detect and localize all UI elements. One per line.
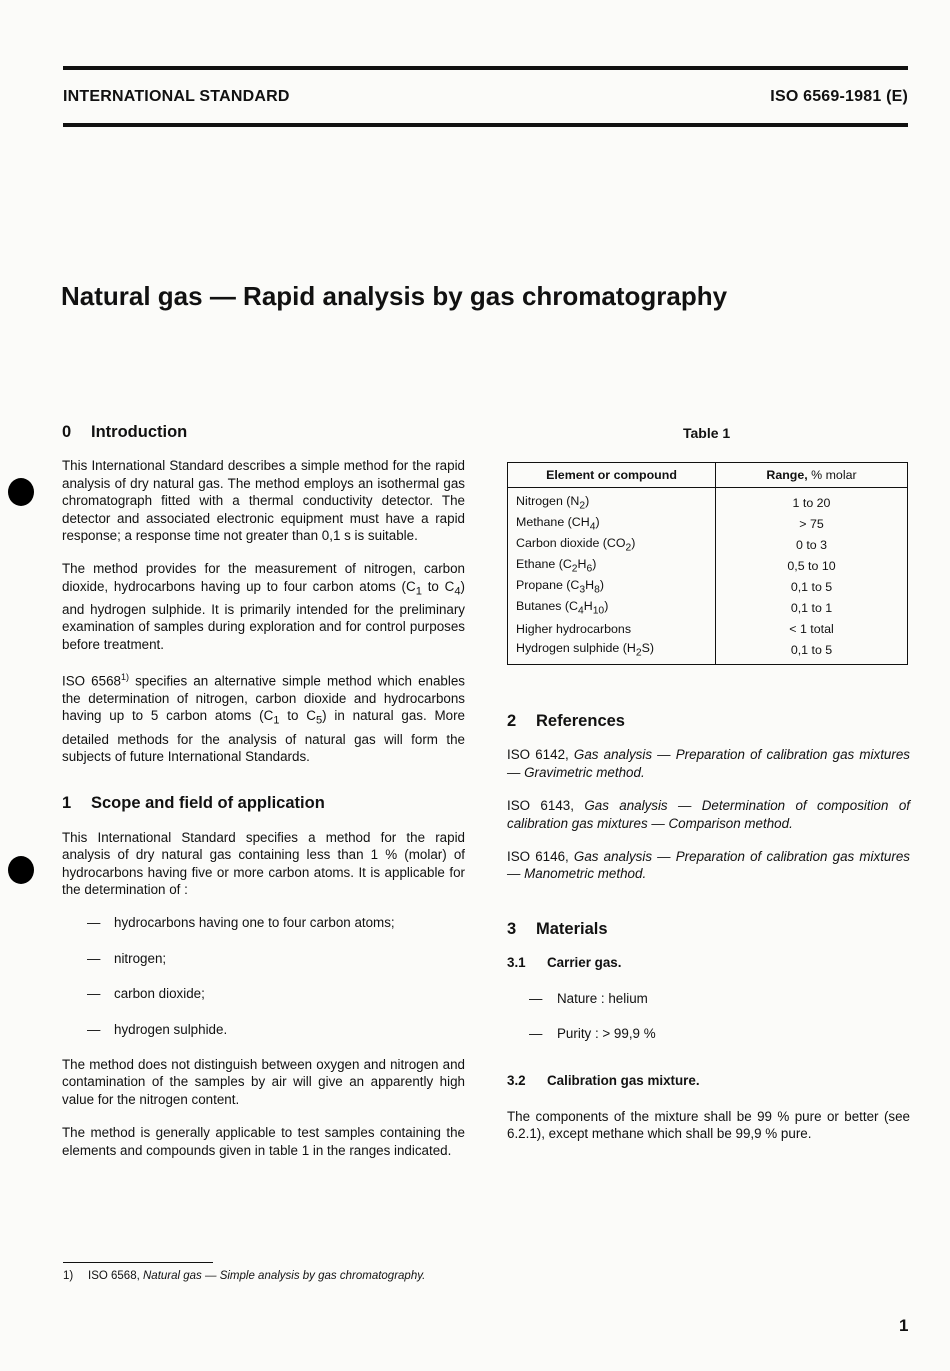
table-cell-range: 0 to 3 — [795, 537, 827, 552]
table-1 — [507, 462, 908, 665]
column-header-element: Element or compound — [508, 463, 716, 488]
list-item: — nitrogen; — [62, 950, 465, 967]
section-number: 0 — [62, 423, 72, 441]
table-title: Table 1 — [683, 425, 731, 441]
scope-list — [62, 914, 465, 1038]
margin-bullet-icon — [8, 856, 34, 884]
header-rule-top — [63, 66, 908, 70]
left-column — [62, 424, 465, 1175]
section-heading-references — [507, 713, 910, 730]
section-title: References — [536, 712, 625, 730]
table-row — [508, 513, 908, 534]
table-cell-range: > 75 — [799, 516, 824, 531]
table-cell-element: Nitrogen $(N_2)$ — [508, 488, 716, 514]
table-cell-range: 0,1 to 1 — [790, 600, 833, 615]
right-column — [507, 713, 910, 1159]
subsection-heading-carrier-gas — [507, 954, 910, 971]
list-item: — Purity : > 99,9 % — [507, 1025, 910, 1042]
table-cell-element: Butanes $(C_4H_{10})$ — [508, 597, 716, 618]
carrier-gas-list — [507, 990, 910, 1043]
scope-paragraph-2: The method does not distinguish between oxygen and nitrogen and contamination of the samples by air will give an apparently high value for the nitrogen content. — [62, 1056, 465, 1107]
section-number: 1 — [62, 794, 72, 813]
table-cell-range: 0,5 to 10 — [787, 558, 836, 573]
table-cell-range: 0,1 to 5 — [790, 579, 833, 594]
list-item: — hydrocarbons having one to four carbon atoms; — [62, 914, 465, 931]
section-title: Introduction — [91, 423, 188, 441]
section-heading-materials — [507, 921, 910, 938]
scope-paragraph-1: This International Standard specifies a method for the rapid analysis of dry natural gas containing less than 1 % (molar) of hydrocarbons having five or more carbon atoms. It is applicable for the determination of : — [62, 829, 465, 897]
margin-bullet-icon — [8, 478, 34, 506]
reference-item: ISO 6143, Gas analysis — Determination of composition of calibration gas mixtures — Comparison method. — [507, 798, 910, 831]
reference-item: ISO 6146, Gas analysis — Preparation of calibration gas mixtures — Manometric method. — [507, 849, 910, 882]
reference-item: ISO 6142, Gas analysis — Preparation of calibration gas mixtures — Gravimetric method. — [507, 747, 910, 780]
table-cell-element: Ethane $(C_2H_6)$ — [508, 555, 716, 576]
table-cell-element: Carbon dioxide $(CO_2)$ — [508, 534, 716, 555]
section-heading-scope — [62, 795, 465, 812]
footnote: 1) ISO 6568, Natural gas — Simple analysis by gas chromatography. — [63, 1270, 426, 1282]
table-row — [508, 597, 908, 618]
table-row — [508, 618, 908, 639]
subsection-heading-calibration-gas — [507, 1072, 910, 1089]
page-number: 1 — [899, 1316, 909, 1335]
section-number: 2 — [507, 712, 517, 730]
subsection-number: 3.1 — [507, 955, 526, 971]
scope-paragraph-3: The method is generally applicable to test samples containing the elements and compounds given in table 1 in the ranges indicated. — [62, 1125, 465, 1158]
table-row — [508, 534, 908, 555]
section-title: Materials — [536, 919, 608, 938]
table-cell-element: Higher hydrocarbons — [508, 618, 716, 639]
section-heading-introduction — [62, 424, 465, 441]
intro-paragraph-2: The method provides for the measurement of nitrogen, carbon dioxide, hydrocarbons having up to four carbon atoms ($C_1$ to $C_4$) and hydrogen sulphide. It is primarily intended for the preliminary examination of samples during exploration and for control purposes before treatment. — [62, 561, 465, 652]
table-row — [508, 488, 908, 514]
table-row — [508, 555, 908, 576]
intro-paragraph-1: This International Standard describes a simple method for the rapid analysis of dry natural gas. The method employs an isothermal gas chromatograph fitted with a thermal conductivity detector. The detector and associated electronic equipment must have a rapid response; a response time not greater than 0,1 s is suitable. — [62, 458, 465, 544]
header-document-id: ISO 6569-1981 (E) — [770, 88, 908, 105]
section-title: Scope and field of application — [91, 794, 325, 813]
column-header-range: Range, % molar — [716, 463, 908, 488]
footnote-rule — [63, 1262, 213, 1263]
table-cell-range: 0,1 to 5 — [790, 642, 833, 657]
table-cell-element: Methane $(CH_4)$ — [508, 513, 716, 534]
table-cell-element: Propane $(C_3H_8)$ — [508, 576, 716, 597]
intro-paragraph-3: ISO 6568$^{1)}$ specifies an alternative simple method which enables the determination of nitrogen, carbon dioxide and hydrocarbons having up to 5 carbon atoms ($C_1$ to $C_5$) in natural gas. More detailed methods for the analysis of natural gas will form the subjects of future International Standards. — [62, 672, 465, 764]
table-cell-range: < 1 total — [789, 621, 834, 636]
header-standard-label: INTERNATIONAL STANDARD — [63, 88, 290, 105]
table-cell-range: 1 to 20 — [792, 495, 831, 510]
table-row — [508, 576, 908, 597]
list-item: — carbon dioxide; — [62, 985, 465, 1002]
header-rule-bottom — [63, 123, 908, 127]
table-row — [508, 639, 908, 665]
section-number: 3 — [507, 919, 517, 938]
calibration-gas-paragraph: The components of the mixture shall be 99 % pure or better (see 6.2.1), except methane which shall be 99,9 % pure. — [507, 1108, 910, 1142]
subsection-number: 3.2 — [507, 1073, 526, 1089]
subsection-title: Calibration gas mixture. — [547, 1073, 700, 1089]
list-item: — Nature : helium — [507, 990, 910, 1007]
page-title: Natural gas — Rapid analysis by gas chromatography — [61, 281, 728, 311]
table-header-row — [508, 463, 908, 488]
footnote-reference: 1) — [120, 672, 129, 683]
subsection-title: Carrier gas. — [547, 955, 622, 971]
list-item: — hydrogen sulphide. — [62, 1021, 465, 1038]
table-cell-element: Hydrogen sulphide $(H_2S)$ — [508, 639, 716, 665]
